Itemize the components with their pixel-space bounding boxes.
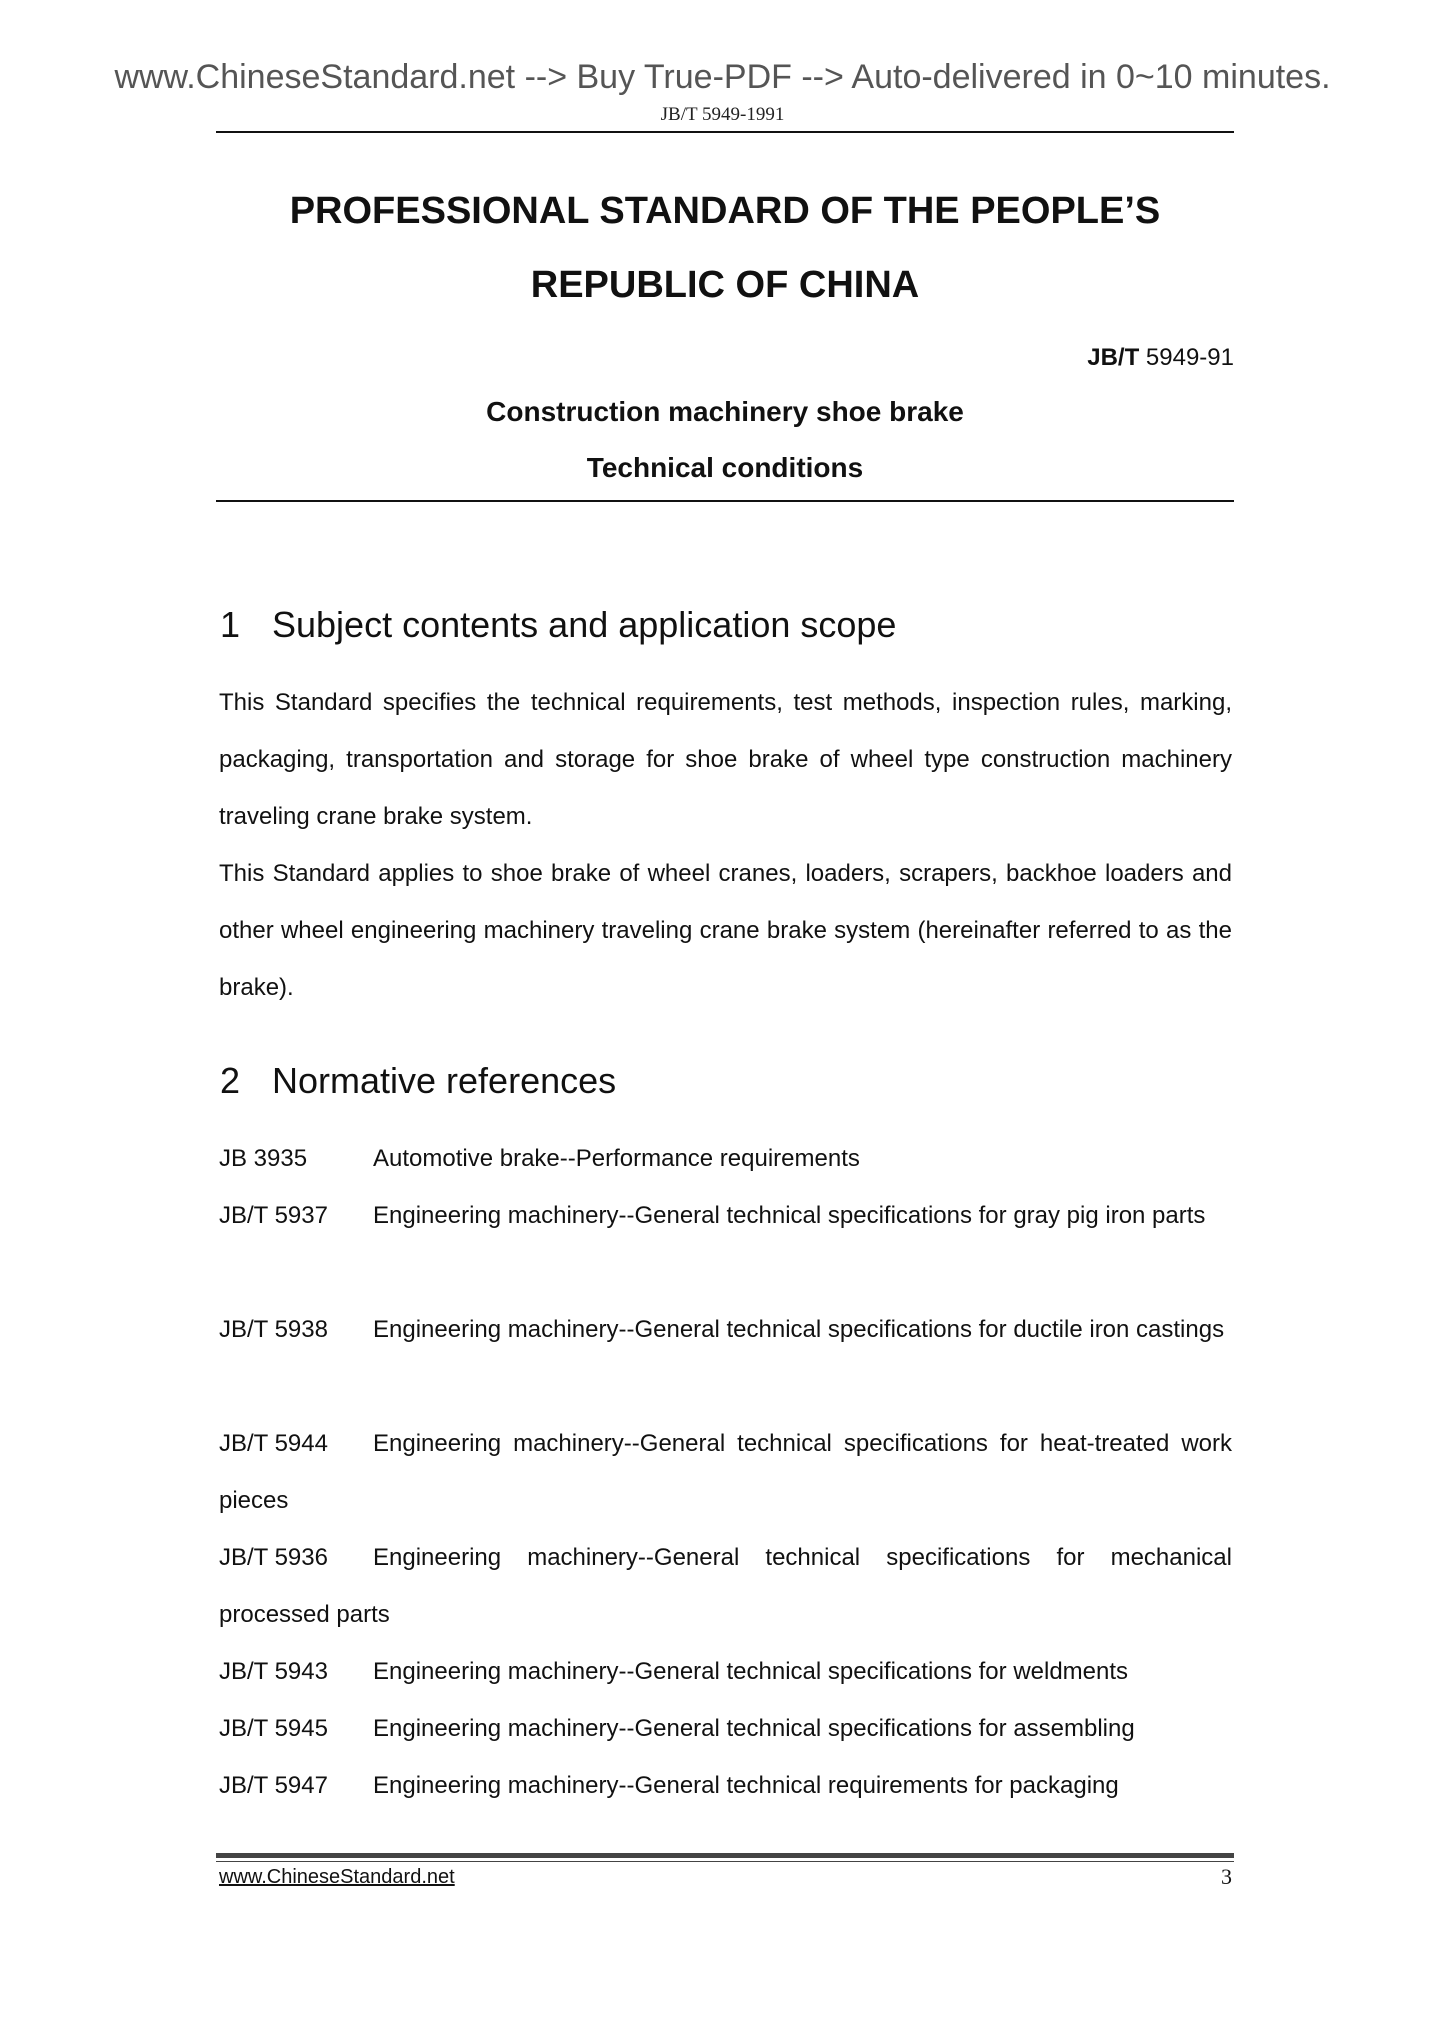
page-title-line-1: PROFESSIONAL STANDARD OF THE PEOPLE’S xyxy=(289,190,1161,232)
reference-code: JB/T 5943 xyxy=(219,1658,328,1685)
reference-title: Engineering machinery--General technical requirements for packaging xyxy=(373,1772,1119,1799)
reference-code: JB/T 5937 xyxy=(219,1202,328,1229)
reference-code: JB/T 5945 xyxy=(219,1715,328,1742)
header-divider xyxy=(216,131,1234,133)
reference-code: JB/T 5936 xyxy=(219,1544,328,1571)
section-2-number: 2 xyxy=(220,1060,241,1101)
top-banner[interactable]: www.ChineseStandard.net --> Buy True-PDF --> Auto-delivered in 0~10 minutes. xyxy=(114,58,1331,96)
standard-code-number: 5949-91 xyxy=(1139,344,1234,371)
reference-item xyxy=(219,1757,1232,1814)
reference-item xyxy=(219,1187,1232,1244)
reference-item xyxy=(219,1529,1232,1643)
reference-item xyxy=(219,1130,1232,1187)
reference-code: JB/T 5947 xyxy=(219,1772,328,1799)
section-1-paragraph-2: This Standard applies to shoe brake of wheel cranes, loaders, scrapers, backhoe loaders and other wheel engineering machinery traveling crane brake system (hereinafter referred to as the brake). xyxy=(219,860,1232,1001)
page-number: 3 xyxy=(1221,1864,1232,1889)
section-2-title: Normative references xyxy=(272,1060,617,1101)
section-1-number: 1 xyxy=(220,604,241,645)
reference-title: Engineering machinery--General technical specifications for weldments xyxy=(373,1658,1129,1685)
standard-code xyxy=(216,344,1234,372)
reference-item xyxy=(219,1643,1232,1700)
footer-website-link[interactable]: www.ChineseStandard.net xyxy=(219,1866,455,1888)
reference-title: Engineering machinery--General technical specifications for heat-treated work pieces xyxy=(219,1430,1232,1514)
reference-title: Engineering machinery--General technical specifications for gray pig iron parts xyxy=(373,1202,1206,1229)
reference-title: Engineering machinery--General technical specifications for mechanical processed parts xyxy=(219,1544,1232,1628)
reference-item xyxy=(219,1700,1232,1757)
reference-item xyxy=(219,1301,1232,1358)
reference-code: JB/T 5938 xyxy=(219,1316,328,1343)
running-header-code: JB/T 5949-1991 xyxy=(660,104,785,125)
document-subtitle: Construction machinery shoe brake xyxy=(486,396,964,427)
page-title-line-2: REPUBLIC OF CHINA xyxy=(530,264,920,306)
section-2-heading xyxy=(220,1060,616,1102)
reference-title: Engineering machinery--General technical specifications for assembling xyxy=(373,1715,1135,1742)
reference-title: Engineering machinery--General technical specifications for ductile iron castings xyxy=(373,1316,1225,1343)
reference-code: JB 3935 xyxy=(219,1145,308,1172)
section-1-paragraph-1: This Standard specifies the technical requirements, test methods, inspection rules, marking, packaging, transportation and storage for shoe brake of wheel type construction machinery traveling crane brake system. xyxy=(219,689,1232,830)
section-1-title: Subject contents and application scope xyxy=(272,604,897,645)
footer-divider xyxy=(216,1853,1234,1858)
reference-code: JB/T 5944 xyxy=(219,1430,328,1457)
reference-title: Automotive brake--Performance requirements xyxy=(373,1145,860,1172)
reference-item xyxy=(219,1415,1232,1529)
document-subtitle-2: Technical conditions xyxy=(586,452,864,483)
footer-divider-thin xyxy=(216,1861,1234,1862)
title-divider xyxy=(216,500,1234,502)
section-1-heading xyxy=(220,604,896,646)
standard-code-prefix: JB/T xyxy=(1087,344,1140,371)
